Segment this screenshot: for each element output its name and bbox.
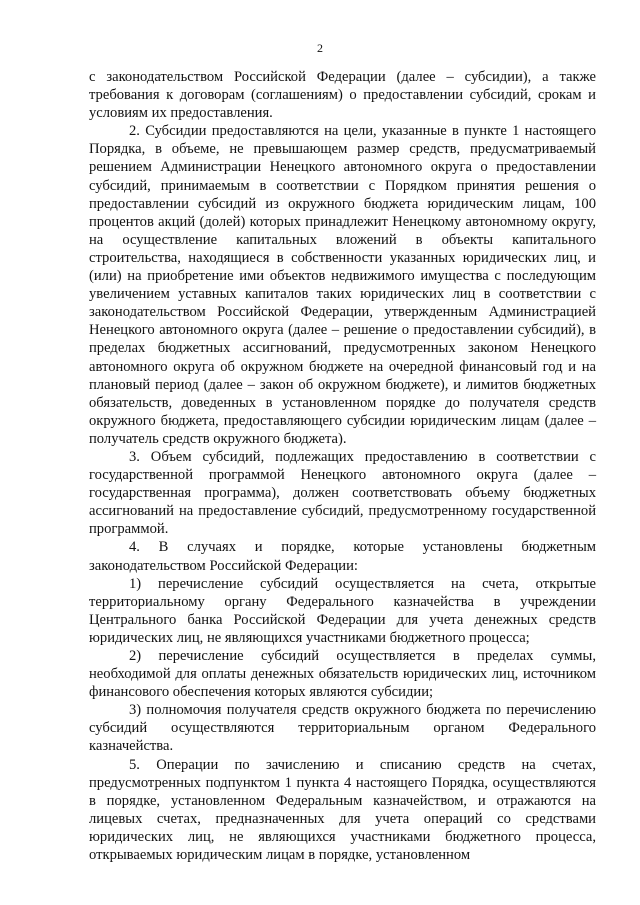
paragraph-continuation: с законодательством Российской Федерации (далее – субсидии), а также требования к договорам (соглашениям) о предоставлении субсидий, срокам и условиям их предоставления. (89, 69, 596, 122)
paragraph-3-subsidy-volume: 3. Объем субсидий, подлежащих предоставлению в соответствии с государственной программой Ненецкого автономного округа (далее – государственная программа), должен соответствовать объему бюджетных ассигнований на предоставление субсидий, предусмотренному государственной программой. (89, 448, 596, 538)
subparagraph-1-transfer-accounts: 1) перечисление субсидий осуществляется на счета, открытые территориальному органу Федерального казначейства в учреждении Центрального банка Российской Федерации для учета денежных средств юридических лиц, не являющихся участниками бюджетного процесса; (89, 575, 596, 646)
subparagraph-2-transfer-limits: 2) перечисление субсидий осуществляется в пределах суммы, необходимой для оплаты денежных обязательств юридических лиц, источником финансового обеспечения которых являются субсидии; (89, 648, 596, 701)
document-body (89, 68, 596, 864)
paragraph-2-subsidy-purpose: 2. Субсидии предоставляются на цели, указанные в пункте 1 настоящего Порядка, в объеме, не превышающем размер средств, предусматриваемый решением Администрации Ненецкого автономного округа о предоставлении субсидий, принимаемым в соответствии с Порядком принятия решения о предоставлении субсидий из окружного бюджета юридическим лицам, 100 процентов акций (долей) которых принадлежит Ненецкому автономному округу, на осуществление капитальных вложений в объекты капитального строительства, находящиеся в собственности указанных юридических лиц, и (или) на приобретение ими объектов недвижимого имущества с последующим увеличением уставных капиталов таких юридических лиц в соответствии с законодательством Российской Федерации, утвержденным Администрацией Ненецкого автономного округа (далее – решение о предоставлении субсидий), в пределах бюджетных ассигнований, предусмотренных законом Ненецкого автономного округа об окружном бюджете на очередной финансовый год и на плановый период (далее – закон об окружном бюджете), и лимитов бюджетных обязательств, доведенных в установленном порядке до получателя средств окружного бюджета, предоставляющего субсидии юридическим лицам (далее – получатель средств окружного бюджета). (89, 123, 596, 447)
paragraph-4-cases: 4. В случаях и порядке, которые установлены бюджетным законодательством Российской Федерации: (89, 539, 596, 574)
subparagraph-3-powers: 3) полномочия получателя средств окружного бюджета по перечислению субсидий осуществляются территориальным органом Федерального казначейства. (89, 702, 596, 755)
paragraph-5-operations: 5. Операции по зачислению и списанию средств на счетах, предусмотренных подпунктом 1 пункта 4 настоящего Порядка, осуществляются в порядке, установленном Федеральным казначейством, и отражаются на лицевых счетах, предназначенных для учета операций со средствами юридических лиц, не являющихся участниками бюджетного процесса, открываемых юридическим лицам в порядке, установленном (89, 756, 596, 864)
page-number: 2 (317, 41, 323, 55)
